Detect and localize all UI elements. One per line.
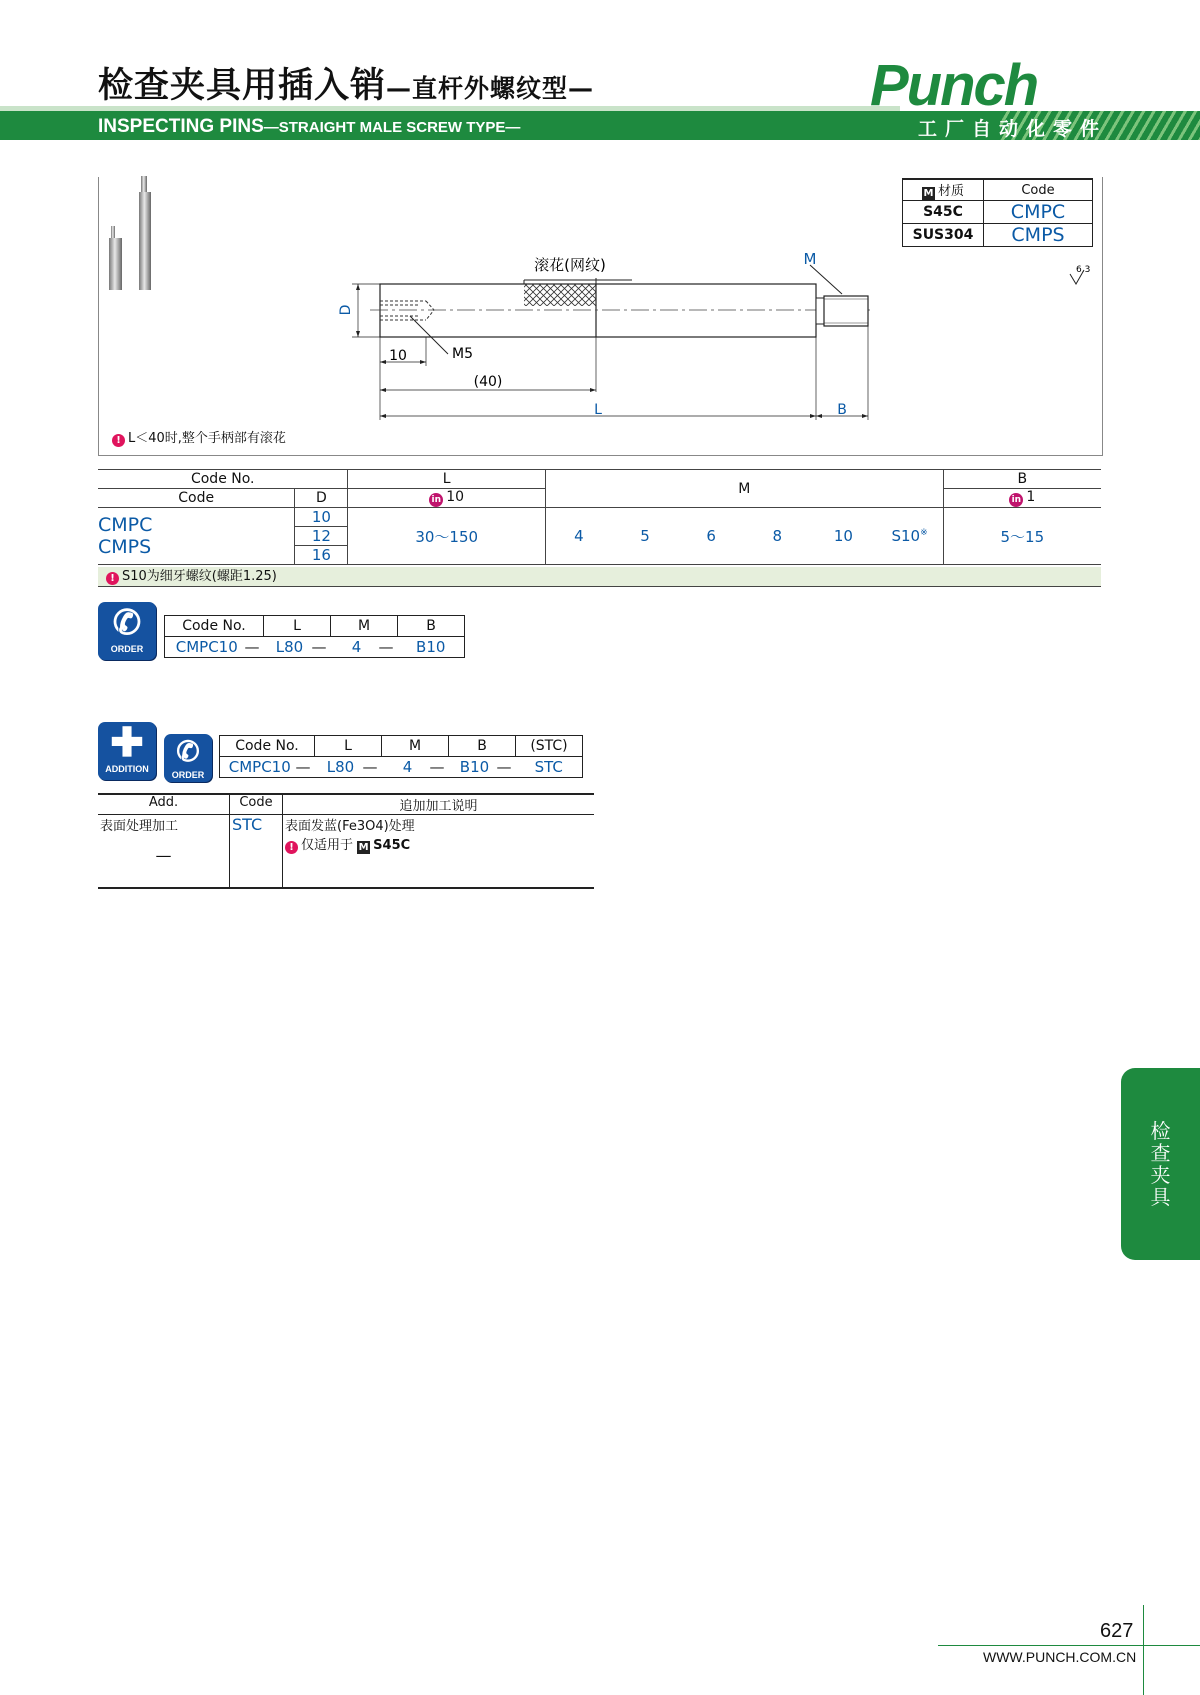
- add-row-dash: —: [155, 846, 172, 865]
- spec-header-b: B: [943, 470, 1101, 489]
- order-value-b: B10: [398, 637, 465, 658]
- spec-b-range: 5～15: [943, 508, 1101, 565]
- plus-icon: ✚: [110, 721, 144, 765]
- order-badge-small: ✆ ORDER: [164, 734, 212, 782]
- spec-b-increment: in 1: [943, 489, 1101, 508]
- page-number: 627: [1100, 1620, 1134, 1642]
- spec-m-5: 5: [612, 508, 678, 565]
- phone-icon: ✆: [112, 604, 142, 642]
- tip-icon: !: [112, 434, 125, 447]
- spec-m-6: 6: [678, 508, 744, 565]
- spec-m-mark: ※: [920, 528, 928, 538]
- add-order-value-l: L80 —: [315, 757, 382, 778]
- dim-10-label: 10: [389, 348, 407, 364]
- add-order-header-codeno: Code No.: [220, 736, 315, 757]
- roughness-value: 6.3: [1076, 265, 1091, 275]
- order-value-code: CMPC10 —: [165, 637, 264, 658]
- m-dim-label: M: [803, 250, 817, 268]
- spec-table: [98, 469, 1101, 565]
- spec-d-16: 16: [295, 546, 348, 565]
- add-order-value-stc: STC: [516, 757, 583, 778]
- order-value-m: 4 —: [331, 637, 398, 658]
- material-icon: M: [358, 842, 369, 853]
- order-header-b: B: [398, 616, 465, 637]
- material-table: [902, 178, 1093, 247]
- increment-icon: in: [1009, 493, 1023, 507]
- add-header-add: Add.: [98, 794, 230, 815]
- add-order-value-m: 4 —: [382, 757, 449, 778]
- add-row-name: 表面处理加工 —: [98, 815, 230, 889]
- spec-l-increment: in 10: [348, 489, 545, 508]
- m5-label: M5: [452, 346, 473, 362]
- spec-m-8: 8: [744, 508, 810, 565]
- add-header-code: Code: [230, 794, 283, 815]
- spec-code-cmpc: CMPC: [98, 514, 153, 536]
- add-order-value-b: B10 —: [449, 757, 516, 778]
- material-header: 材质: [937, 184, 964, 199]
- section-side-tab[interactable]: 检查夹具: [1121, 1068, 1200, 1260]
- tip-icon: !: [285, 841, 298, 854]
- d-dim-label: D: [338, 304, 354, 316]
- tip-icon: !: [106, 572, 119, 585]
- addition-badge: ✚ ADDITION: [98, 722, 156, 780]
- add-order-header-stc: (STC): [516, 736, 583, 757]
- spec-note: ! S10为细牙螺纹(螺距1.25): [98, 567, 1101, 587]
- material-sus304: SUS304: [903, 224, 984, 247]
- spec-m-4: 4: [545, 508, 612, 565]
- drawing-note: ! L＜40时,整个手柄部有滚花: [112, 427, 286, 447]
- b-dim-label: B: [837, 402, 847, 418]
- increment-icon: in: [429, 493, 443, 507]
- addition-table: [98, 793, 594, 889]
- code-header: Code: [984, 179, 1093, 201]
- footer-line: [938, 1645, 1200, 1646]
- add-order-value-code: CMPC10 —: [220, 757, 315, 778]
- spec-header-l: L: [348, 470, 545, 489]
- add-order-header-b: B: [449, 736, 516, 757]
- material-icon: M: [923, 188, 934, 199]
- technical-drawing: [330, 250, 1110, 430]
- page-title-en: INSPECTING PINS—STRAIGHT MALE SCREW TYPE—: [98, 116, 521, 137]
- add-order-header-l: L: [315, 736, 382, 757]
- code-cmps: CMPS: [984, 224, 1093, 247]
- l-dim-label: L: [594, 402, 602, 418]
- page-title-cn: 检查夹具用插入销—直杆外螺纹型—: [98, 66, 595, 106]
- order-header-l: L: [264, 616, 331, 637]
- page-subtitle-en: —STRAIGHT MALE SCREW TYPE—: [263, 119, 521, 136]
- spec-code-cmps: CMPS: [98, 536, 152, 558]
- spec-header-m: M: [545, 470, 943, 508]
- spec-m-10: 10: [810, 508, 876, 565]
- footer-url[interactable]: WWW.PUNCH.COM.CN: [983, 1649, 1137, 1665]
- footer-vline: [1143, 1605, 1144, 1695]
- material-s45c: S45C: [903, 201, 984, 224]
- order-badge: ✆ ORDER: [98, 602, 156, 660]
- spec-header-codeno: Code No.: [98, 470, 348, 489]
- add-header-desc: 追加加工说明: [283, 794, 595, 815]
- spec-d-12: 12: [295, 527, 348, 546]
- spec-header-d: D: [295, 489, 348, 508]
- knurl-label: 滚花(网纹): [534, 256, 606, 274]
- add-row-desc: 表面发蓝(Fe3O4)处理 ! 仅适用于 M S45C: [283, 815, 595, 889]
- spec-l-range: 30～150: [348, 508, 545, 565]
- product-photo: [108, 176, 160, 292]
- add-row-code: STC: [230, 815, 283, 889]
- punch-logo: Punch: [870, 53, 1038, 118]
- code-cmpc: CMPC: [984, 201, 1093, 224]
- addition-order-table: [219, 735, 583, 778]
- phone-icon: ✆: [176, 736, 200, 767]
- spec-header-code: Code: [98, 489, 295, 508]
- order-header-m: M: [331, 616, 398, 637]
- page-subtitle-cn: —直杆外螺纹型—: [386, 74, 595, 103]
- order-header-codeno: Code No.: [165, 616, 264, 637]
- spec-d-10: 10: [295, 508, 348, 527]
- dim-40-label: (40): [473, 374, 503, 390]
- order-example-table: [164, 615, 465, 658]
- spec-m-s10: S10※: [877, 508, 944, 565]
- spec-codes: [98, 508, 295, 565]
- logo-tagline: 工厂自动化零件: [918, 118, 1108, 140]
- order-value-l: L80 —: [264, 637, 331, 658]
- add-order-header-m: M: [382, 736, 449, 757]
